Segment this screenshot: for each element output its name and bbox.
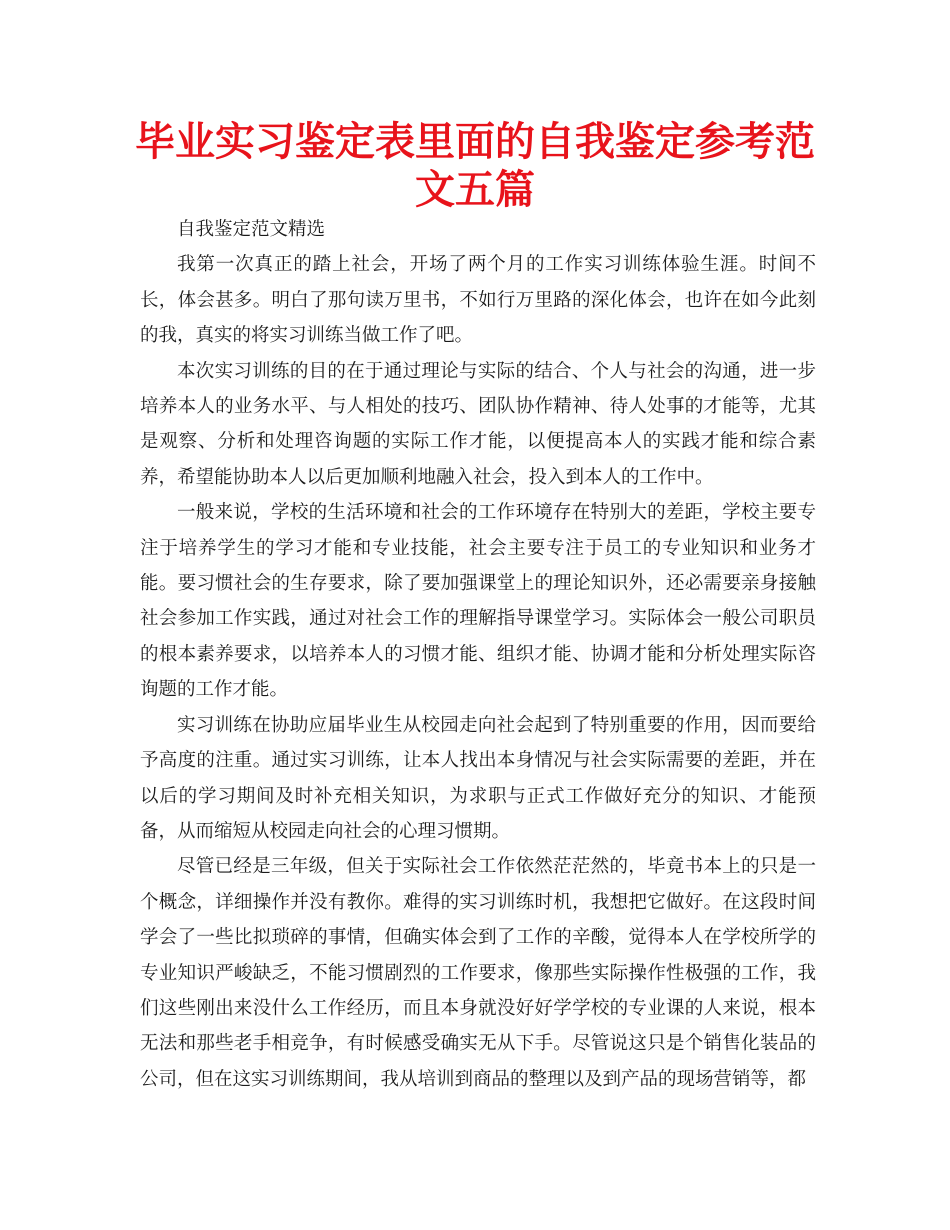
paragraph: 一般来说，学校的生活环境和社会的工作环境存在特别大的差距，学校主要专注于培养学生的学习才能和专业技能，社会主要专注于员工的专业知识和业务才能。要习惯社会的生存要求，除了要加强课堂上的理论知识外，还必需要亲身接触社会参加工作实践，通过对社会工作的理解指导课堂学习。实际体会一般公司职员的根本素养要求，以培养本人的习惯才能、组织才能、协调才能和分析处理实际咨询题的工作才能。 bbox=[140, 502, 816, 701]
subheading: 自我鉴定范文精选 bbox=[177, 219, 326, 240]
document-body bbox=[140, 212, 816, 1097]
paragraph: 本次实习训练的目的在于通过理论与实际的结合、个人与社会的沟通，进一步培养本人的业务水平、与人相处的技巧、团队协作精神、待人处事的才能等，尤其是观察、分析和处理咨询题的实际工作才能，以便提高本人的实践才能和综合素养，希望能协助本人以后更加顺利地融入社会，投入到本人的工作中。 bbox=[140, 360, 816, 488]
paragraph: 我第一次真正的踏上社会，开场了两个月的工作实习训练体验生涯。时间不长，体会甚多。明白了那句读万里书，不如行万里路的深化体会，也许在如今此刻的我，真实的将实习训练当做工作了吧。 bbox=[140, 254, 816, 347]
paragraph: 尽管已经是三年级，但关于实际社会工作依然茫茫然的，毕竟书本上的只是一个概念，详细操作并没有教你。难得的实习训练时机，我想把它做好。在这段时间学会了一些比拟琐碎的事情，但确实体会到了工作的辛酸，觉得本人在学校所学的专业知识严峻缺乏，不能习惯剧烈的工作要求，像那些实际操作性极强的工作，我们这些刚出来没什么工作经历，而且本身就没好好学学校的专业课的人来说，根本无法和那些老手相竞争，有时候感受确实无从下手。尽管说这只是个销售化装品的公司，但在这实习训练期间，我从培训到商品的整理以及到产品的现场营销等，都 bbox=[140, 856, 816, 1090]
document-title: 毕业实习鉴定表里面的自我鉴定参考范文五篇 bbox=[135, 119, 815, 213]
paragraph: 实习训练在协助应届毕业生从校园走向社会起到了特别重要的作用，因而要给予高度的注重。通过实习训练，让本人找出本身情况与社会实际需要的差距，并在以后的学习期间及时补充相关知识，为求职与正式工作做好充分的知识、才能预备，从而缩短从校园走向社会的心理习惯期。 bbox=[140, 714, 816, 842]
